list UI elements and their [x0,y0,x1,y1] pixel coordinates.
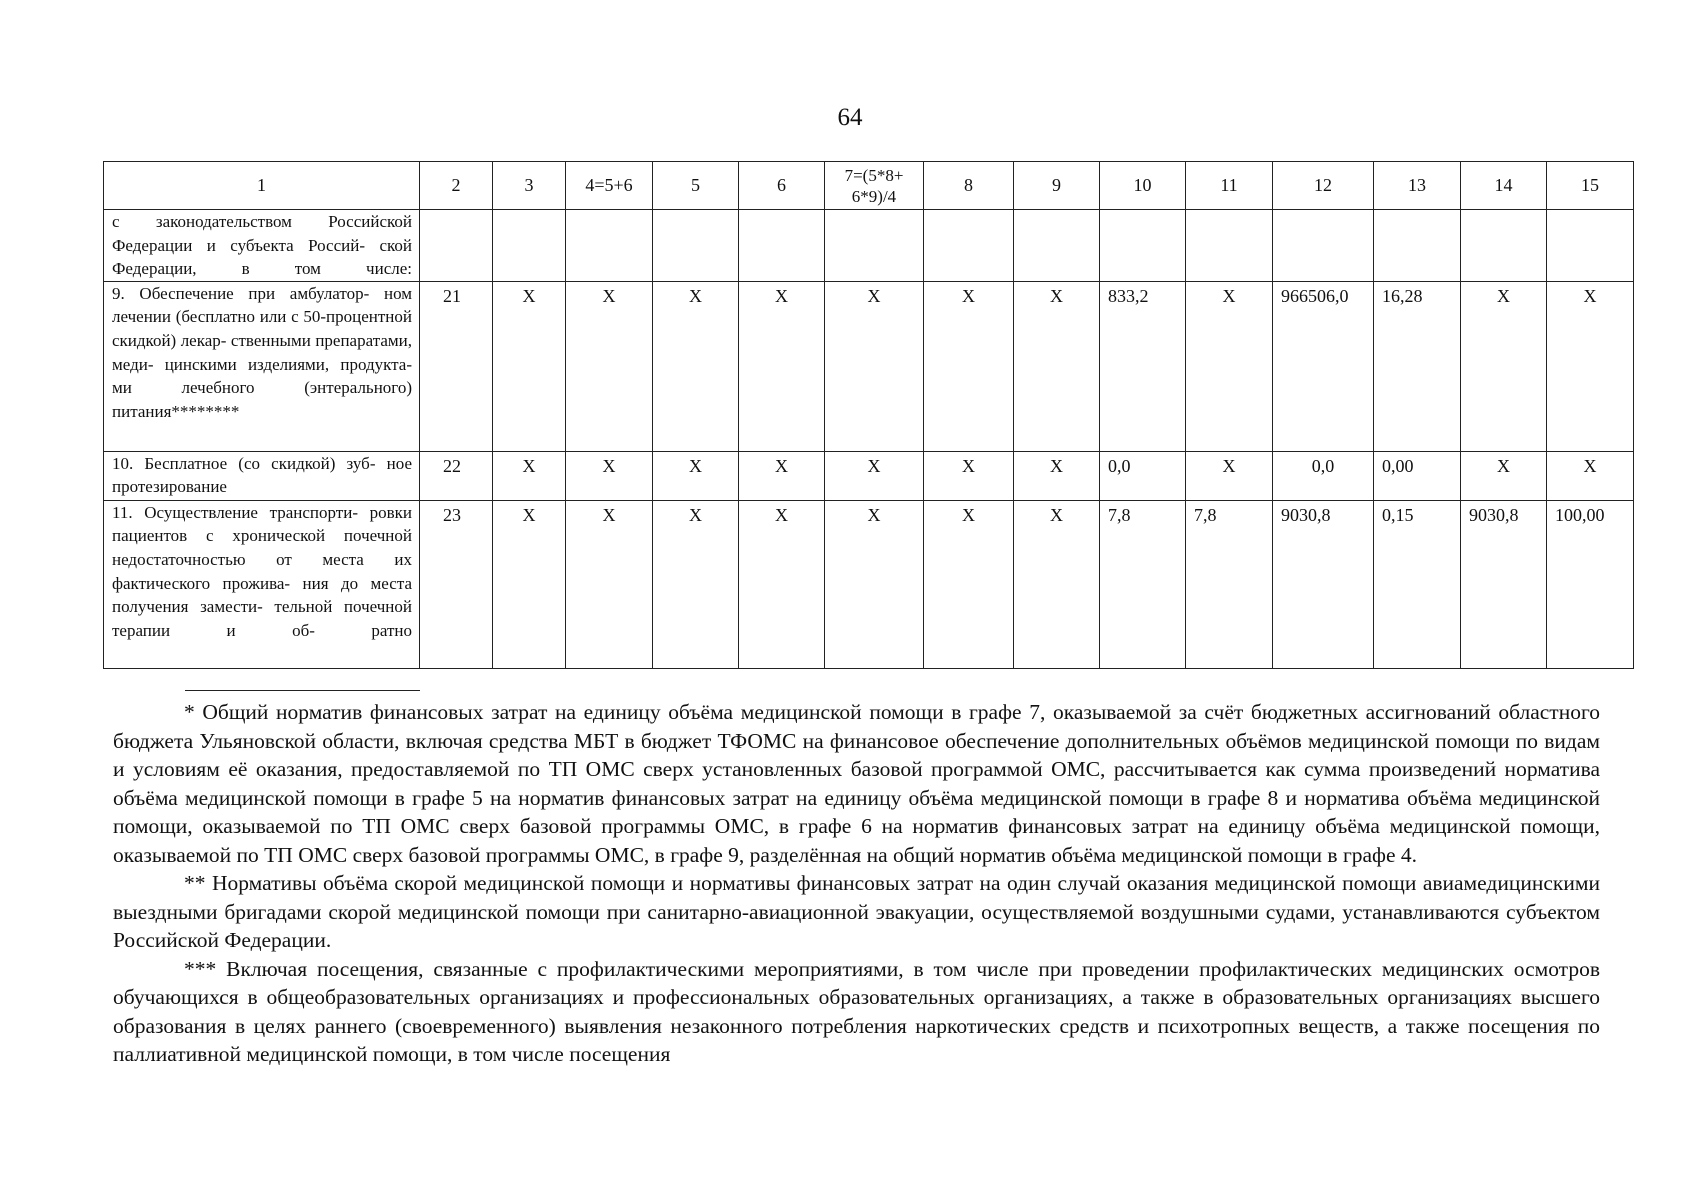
row-cell: 0,15 [1374,500,1461,668]
row-cell [653,210,739,282]
table-row [104,451,1634,500]
row-cell: Х [1014,500,1100,668]
row-cell: Х [1461,281,1547,451]
row-cell: 16,28 [1374,281,1461,451]
row-cell: Х [653,500,739,668]
header-cell: 7=(5*8+ 6*9)/4 [825,162,924,210]
row-cell [1014,210,1100,282]
header-cell: 15 [1547,162,1634,210]
row-cell [739,210,825,282]
row-cell [1547,210,1634,282]
row-cell [566,210,653,282]
footnote: ** Нормативы объёма скорой медицинской помощи и нормативы финансовых затрат на один случай оказания медицинской помощи авиамедицинскими выездными бригадами скорой медицинской помощи при санитарно-авиационной эвакуации, осуществляемой воздушными судами, устанавливаются субъектом Российской Федерации. [113,871,1600,952]
header-cell: 6 [739,162,825,210]
row-cell: 100,00 [1547,500,1634,668]
row-cell: Х [566,281,653,451]
header-cell: 8 [924,162,1014,210]
row-cell: Х [924,500,1014,668]
row-cell: Х [1547,281,1634,451]
row-cell: Х [1014,281,1100,451]
header-cell: 4=5+6 [566,162,653,210]
row-cell [420,210,493,282]
row-cell: Х [1186,281,1273,451]
row-cell: Х [739,451,825,500]
row-cell: Х [493,281,566,451]
footnote: *** Включая посещения, связанные с профилактическими мероприятиями, в том числе при проведении профилактических медицинских осмотров обучающихся в общеобразовательных организациях и профессиональных образовательных организациях, а также в образовательных организациях высшего образования в целях раннего (своевременного) выявления незаконного потребления наркотических средств и психотропных веществ, а также посещения по паллиативной медицинской помощи, в том числе посещения [113,956,1600,1066]
row-cell: 0,00 [1374,451,1461,500]
row-cell: Х [1014,451,1100,500]
row-cell [493,210,566,282]
row-cell [1273,210,1374,282]
row-cell: 7,8 [1100,500,1186,668]
footnote-separator [185,690,420,691]
row-cell [1461,210,1547,282]
row-cell: Х [493,451,566,500]
row-cell: Х [924,281,1014,451]
row-cell: Х [1547,451,1634,500]
header-cell: 14 [1461,162,1547,210]
row-cell: Х [493,500,566,668]
header-cell: 5 [653,162,739,210]
table-row [104,500,1634,668]
row-cell: 22 [420,451,493,500]
row-cell [1186,210,1273,282]
row-cell: Х [739,281,825,451]
row-description: 10. Бесплатное (со скидкой) зуб- ное протезирование [104,451,420,500]
row-description: 9. Обеспечение при амбулатор- ном лечении (бесплатно или с 50-процентной скидкой) лекар- ственными препаратами, меди- цинскими изделиями, продукта- ми лечебного (энтерального) питания******** [104,281,420,451]
header-cell: 1 [104,162,420,210]
table-row [104,281,1634,451]
row-cell: Х [653,451,739,500]
row-cell: 966506,0 [1273,281,1374,451]
header-cell: 9 [1014,162,1100,210]
header-cell: 13 [1374,162,1461,210]
header-cell: 11 [1186,162,1273,210]
table-header-row [104,162,1634,210]
row-cell: 0,0 [1100,451,1186,500]
row-cell: Х [1461,451,1547,500]
row-cell: Х [825,500,924,668]
row-cell: Х [1186,451,1273,500]
row-cell: Х [566,451,653,500]
row-description: с законодательством Российской Федерации и субъекта Россий- ской Федерации, в том числе: [104,210,420,282]
row-description: 11. Осуществление транспорти- ровки пациентов с хронической почечной недостаточностью от места их фактического прожива- ния до места получения замести- тельной почечной терапии и об- ратно [104,500,420,668]
table-row [104,210,1634,282]
row-cell: Х [924,451,1014,500]
header-cell: 12 [1273,162,1374,210]
row-cell [1100,210,1186,282]
row-cell: Х [739,500,825,668]
row-cell: 833,2 [1100,281,1186,451]
row-cell [825,210,924,282]
footnotes [113,698,1600,1069]
page-number: 64 [837,104,863,131]
row-cell: 0,0 [1273,451,1374,500]
row-cell [1374,210,1461,282]
header-cell: 10 [1100,162,1186,210]
row-cell: 9030,8 [1461,500,1547,668]
row-cell: Х [566,500,653,668]
footnote: * Общий норматив финансовых затрат на единицу объёма медицинской помощи в графе 7, оказываемой за счёт бюджетных ассигнований областного бюджета Ульяновской области, включая средства МБТ в бюджет ТФОМС на финансовое обеспечение дополнительных объёмов медицинской помощи по видам и условиям её оказания, предоставляемой по ТП ОМС сверх установленных базовой программой ОМС, рассчитывается как сумма произведений норматива объёма медицинской помощи в графе 5 на норматив финансовых затрат на единицу объёма медицинской помощи в графе 8 и норматива объёма медицинской помощи, оказываемой по ТП ОМС сверх базовой программы ОМС, в графе 6 на норматив финансовых затрат на единицу объёма медицинской помощи, оказываемой по ТП ОМС сверх базовой программы ОМС, в графе 9, разделённая на общий норматив объёма медицинской помощи в графе 4. [113,700,1600,867]
data-table [103,161,1634,669]
row-cell: Х [825,281,924,451]
row-cell: Х [825,451,924,500]
header-cell: 2 [420,162,493,210]
row-cell: 9030,8 [1273,500,1374,668]
row-cell: Х [653,281,739,451]
row-cell: 7,8 [1186,500,1273,668]
row-cell: 23 [420,500,493,668]
header-cell: 3 [493,162,566,210]
row-cell: 21 [420,281,493,451]
row-cell [924,210,1014,282]
